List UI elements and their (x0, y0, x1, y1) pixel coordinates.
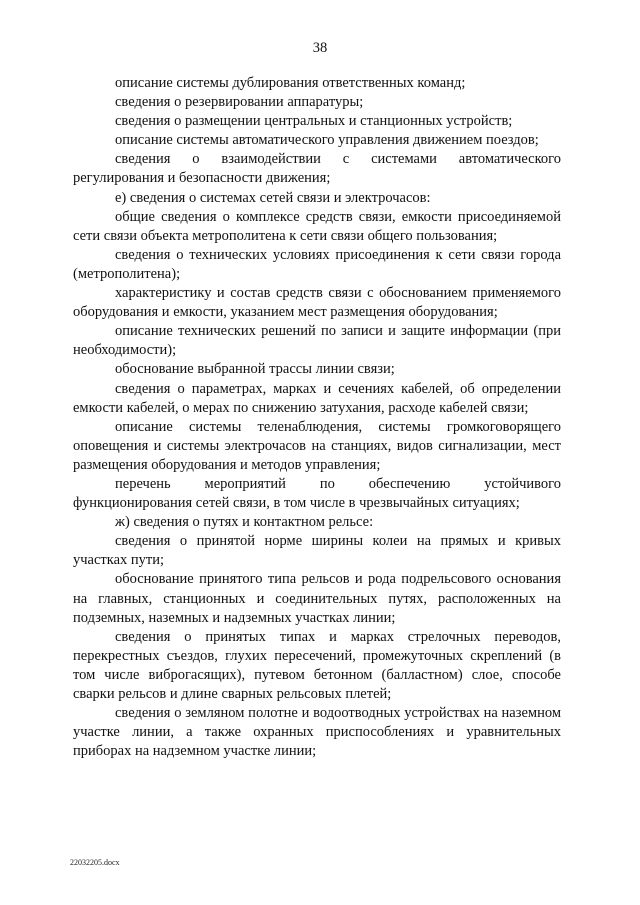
paragraph: общие сведения о комплексе средств связи, емкости присоединяемой сети связи объекта метрополитена к сети связи общего пользования; (73, 208, 561, 244)
footer-filename: 22032205.docx (70, 858, 120, 867)
document-body (73, 74, 561, 761)
paragraph: сведения о резервировании аппаратуры; (115, 94, 364, 111)
paragraph: обоснование выбранной трассы линии связи; (115, 361, 395, 378)
paragraph: перечень мероприятий по обеспечению устойчивого функционирования сетей связи, в том числе в чрезвычайных ситуациях; (73, 475, 561, 512)
section-heading-zh: ж) сведения о путях и контактном рельсе: (115, 514, 374, 531)
paragraph: сведения о принятых типах и марках стрелочных переводов, перекрестных съездов, глухих пересечений, промежуточных скреплений (в том числе виброгасящих), путевом бетонном (балластном) слое, способе сварки рельсов и длине сварных рельсовых плетей; (73, 628, 561, 702)
paragraph: описание системы автоматического управления движением поездов; (115, 132, 539, 149)
paragraph: описание технических решений по записи и защите информации (при необходимости); (73, 323, 561, 359)
paragraph: описание системы дублирования ответственных команд; (115, 75, 466, 91)
paragraph: сведения о технических условиях присоединения к сети связи города (метрополитена); (73, 246, 561, 282)
paragraph: обоснование принятого типа рельсов и рода подрельсового основания на главных, станционных и соединительных путях, расположенных на подземных, наземных и надземных участках линии; (73, 571, 561, 626)
paragraph: сведения о параметрах, марках и сечениях кабелей, об определении емкости кабелей, о мерах по снижению затухания, расходе кабелей связи; (73, 380, 561, 416)
paragraph: описание системы теленаблюдения, системы громкоговорящего оповещения и системы электрочасов на станциях, видов сигнализации, мест размещения оборудования и методов управления; (73, 418, 561, 473)
paragraph: сведения о земляном полотне и водоотводных устройствах на наземном участке линии, а также охранных приспособлениях и уравнительных приборах на надземном участке линии; (73, 705, 561, 760)
paragraph: сведения о размещении центральных и станционных устройств; (115, 113, 513, 130)
paragraph: характеристику и состав средств связи с обоснованием применяемого оборудования и емкости, указанием мест размещения оборудования; (73, 285, 561, 321)
paragraph: сведения о взаимодействии с системами автоматического регулирования и безопасности движения; (73, 151, 561, 187)
section-heading-e: е) сведения о системах сетей связи и электрочасов: (115, 189, 431, 206)
page-number: 38 (312, 40, 328, 56)
paragraph: сведения о принятой норме ширины колеи на прямых и кривых участках пути; (73, 533, 561, 569)
